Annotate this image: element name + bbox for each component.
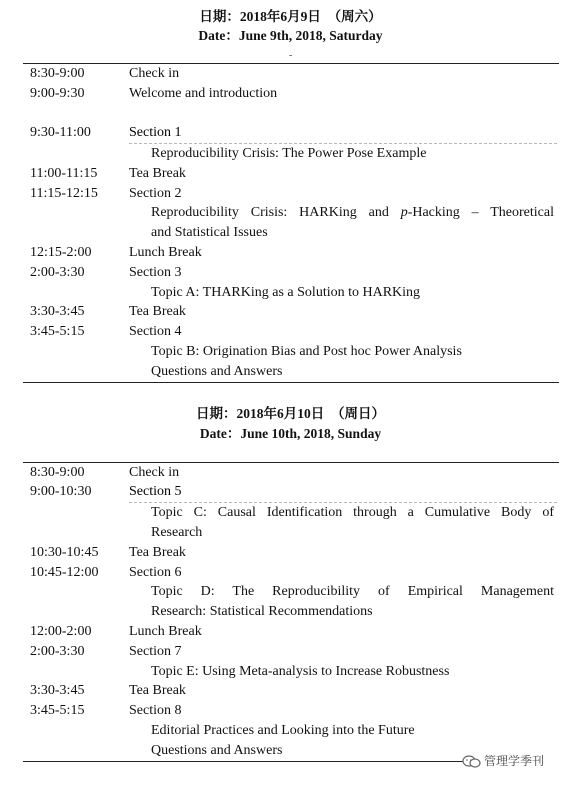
time-cell: 9:30-11:00 (30, 125, 91, 140)
activity-cell: Section 5 (129, 482, 557, 503)
table-row (0, 84, 581, 104)
topic-text: Reproducibility Crisis: HARKing and p-Hacking – Theoretical and Statistical Issues (151, 205, 554, 240)
topic-text: Topic D: The Reproducibility of Empirical Management Research: Statistical Recommendations (151, 584, 554, 619)
table-row (0, 322, 581, 342)
table-row (0, 164, 581, 184)
topic-text: Topic B: Origination Bias and Post hoc Power Analysis Questions and Answers (151, 344, 462, 379)
time-cell: 12:00-2:00 (30, 624, 92, 639)
activity-cell: Tea Break (129, 545, 186, 560)
time-cell: 8:30-9:00 (30, 465, 85, 480)
table-row (0, 184, 581, 204)
activity-cell: Lunch Break (129, 624, 202, 639)
activity-cell: Check in (129, 66, 180, 81)
watermark-text: 管理学季刊 (484, 754, 545, 768)
activity-cell: Lunch Break (129, 245, 202, 260)
activity-cell: Section 3 (129, 265, 182, 280)
activity-cell: Section 6 (129, 565, 182, 580)
table-row (0, 64, 581, 84)
time-cell: 3:45-5:15 (30, 324, 85, 339)
topic-text: Topic A: THARKing as a Solution to HARKing (151, 285, 421, 300)
time-cell: 10:45-12:00 (30, 565, 99, 580)
activity-cell: Tea Break (129, 683, 186, 698)
activity-cell: Tea Break (129, 166, 186, 181)
activity-cell: Section 4 (129, 324, 182, 339)
time-cell: 9:00-10:30 (30, 484, 92, 499)
table-row (0, 681, 581, 701)
topic-text: Reproducibility Crisis: The Power Pose Example (151, 146, 427, 161)
time-cell: 3:30-3:45 (30, 683, 85, 698)
activity-cell: Tea Break (129, 304, 186, 319)
table-row (0, 263, 581, 283)
table-row (0, 543, 581, 563)
small-mark: - (289, 50, 293, 61)
table-row (0, 642, 581, 662)
time-cell: 11:15-12:15 (30, 186, 98, 201)
table-row (0, 463, 581, 483)
table-row (0, 622, 581, 642)
time-cell: 9:00-9:30 (30, 86, 85, 101)
activity-cell: Section 8 (129, 703, 182, 718)
table-row (0, 482, 581, 502)
time-cell: 3:30-3:45 (30, 304, 85, 319)
day2-bottom-rule (23, 761, 463, 762)
watermark (462, 752, 544, 769)
time-cell: 8:30-9:00 (30, 66, 85, 81)
day2-date-cn: 日期：2018年6月10日 （周日） (196, 406, 385, 421)
table-row (0, 243, 581, 263)
table-row (0, 123, 581, 143)
time-cell: 10:30-10:45 (30, 545, 99, 560)
day1-bottom-rule (23, 382, 559, 383)
activity-cell: Welcome and introduction (129, 86, 278, 101)
wechat-icon (462, 755, 482, 769)
topic-text: Editorial Practices and Looking into the Future Questions and Answers (151, 723, 415, 758)
time-cell: 11:00-11:15 (30, 166, 98, 181)
topic-text: Topic C: Causal Identification through a Cumulative Body of Research (151, 505, 554, 540)
table-row (0, 701, 581, 721)
activity-cell: Section 7 (129, 644, 182, 659)
activity-cell: Section 2 (129, 186, 182, 201)
activity-cell: Check in (129, 465, 180, 480)
time-cell: 2:00-3:30 (30, 265, 85, 280)
day2-date-en: Date：June 10th, 2018, Sunday (199, 426, 382, 441)
time-cell: 2:00-3:30 (30, 644, 85, 659)
day1-date-cn: 日期：2018年6月9日 （周六） (199, 9, 382, 24)
time-cell: 12:15-2:00 (30, 245, 92, 260)
table-row (0, 563, 581, 583)
topic-text: Topic E: Using Meta-analysis to Increase Robustness (151, 664, 450, 679)
day1-date-en: Date：June 9th, 2018, Saturday (198, 28, 383, 43)
table-row (0, 302, 581, 322)
time-cell: 3:45-5:15 (30, 703, 85, 718)
activity-cell: Section 1 (129, 123, 557, 144)
